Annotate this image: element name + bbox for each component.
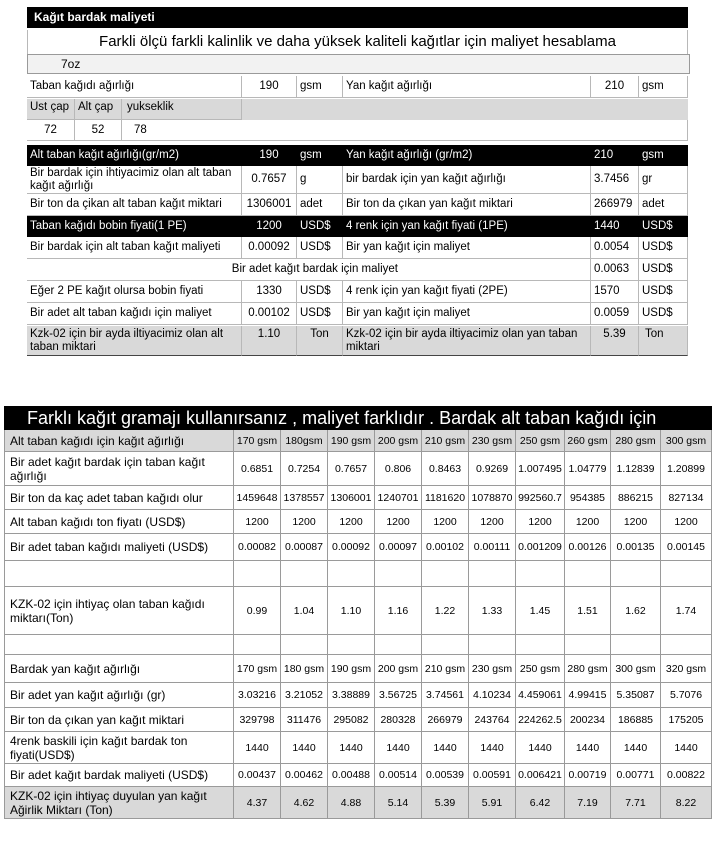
row-value: [234, 635, 281, 655]
row-value: 200234: [565, 708, 611, 732]
cost-2pe-row-u2-cell: USD$: [639, 303, 688, 325]
monthly-base-label: Kzk-02 için bir ayda iltiyacimiz olan alt taban miktari: [27, 326, 242, 356]
row-value: 1200: [661, 510, 712, 534]
comparison-row: [5, 534, 712, 561]
row-value: 280 gsm: [611, 430, 661, 452]
row-label: 4renk baskili için kağıt bardak ton fiyati(USD$): [5, 732, 234, 764]
row-value: 280328: [375, 708, 422, 732]
row-value: [375, 561, 422, 587]
row-value: 0.00822: [661, 764, 712, 787]
unit-cost-value: 0.0063: [591, 259, 639, 281]
row-value: [565, 561, 611, 587]
row-value: 295082: [328, 708, 375, 732]
row-value: 1440: [611, 732, 661, 764]
row-value: 0.00126: [565, 534, 611, 561]
cost-2pe-row-v2-cell: 1570: [591, 281, 639, 303]
row-value: 1.20899: [661, 452, 712, 486]
row-value: [281, 635, 328, 655]
cost-row-v2-cell: 266979: [591, 194, 639, 216]
unit-cost-unit: USD$: [639, 259, 688, 281]
row-value: 300 gsm: [611, 655, 661, 683]
cost-row-v2-cell: 1440: [591, 216, 639, 237]
row-label: Bir ton da çıkan yan kağıt miktari: [5, 708, 234, 732]
row-value: 0.00145: [661, 534, 712, 561]
row-value: 1378557: [281, 486, 328, 510]
row-value: 1200: [234, 510, 281, 534]
row-value: 0.7254: [281, 452, 328, 486]
row-value: 886215: [611, 486, 661, 510]
row-value: 1.04: [281, 587, 328, 635]
row-value: 1.10: [328, 587, 375, 635]
row-label: Bir adet yan kağıt ağırlığı (gr): [5, 683, 234, 708]
row-value: 210 gsm: [422, 655, 469, 683]
row-value: 1459648: [234, 486, 281, 510]
row-value: 3.74561: [422, 683, 469, 708]
comparison-row: [5, 764, 712, 787]
row-value: [375, 635, 422, 655]
row-label: Bir adet taban kağıdı maliyeti (USD$): [5, 534, 234, 561]
comparison-row: [5, 561, 712, 587]
row-value: 1440: [516, 732, 565, 764]
row-value: 311476: [281, 708, 328, 732]
row-value: 1440: [422, 732, 469, 764]
monthly-side-label: Kzk-02 için bir ayda iltiyacimiz olan yan taban miktari: [343, 326, 591, 356]
row-value: 250 gsm: [516, 655, 565, 683]
row-value: 320 gsm: [661, 655, 712, 683]
cost-row-l1-cell: Bir bardak için alt taban kağıt maliyeti: [27, 237, 242, 259]
cost-2pe-row-u2-cell: USD$: [639, 281, 688, 303]
row-label: [5, 561, 234, 587]
row-value: 1.16: [375, 587, 422, 635]
cost-row-l2-cell: bir bardak için yan kağıt ağırlığı: [343, 166, 591, 194]
row-value: 1200: [565, 510, 611, 534]
row-value: 280 gsm: [565, 655, 611, 683]
sheet-subtitle: Farkli ölçü farkli kalinlik ve daha yüksek kaliteli kağıtlar için maliyet hesablama: [27, 30, 688, 54]
row-value: 3.56725: [375, 683, 422, 708]
monthly-side-unit: Ton: [639, 326, 688, 356]
row-value: [328, 635, 375, 655]
monthly-base-unit: Ton: [297, 326, 343, 356]
cost-row-l2-cell: Bir yan kağıt için maliyet: [343, 237, 591, 259]
row-value: 1200: [328, 510, 375, 534]
comparison-row: [5, 683, 712, 708]
base-weight-unit: gsm: [297, 76, 343, 98]
row-value: 7.19: [565, 787, 611, 819]
row-label: Bir adet kağıt bardak maliyeti (USD$): [5, 764, 234, 787]
row-value: [611, 561, 661, 587]
row-value: 1.33: [469, 587, 516, 635]
top-diameter-label: Ust çap: [27, 99, 75, 120]
height-value: 78: [122, 120, 688, 141]
comparison-row: [5, 732, 712, 764]
row-value: 4.37: [234, 787, 281, 819]
row-value: 190 gsm: [328, 430, 375, 452]
row-value: 329798: [234, 708, 281, 732]
row-value: 1.007495: [516, 452, 565, 486]
row-value: 266979: [422, 708, 469, 732]
row-value: 5.91: [469, 787, 516, 819]
height-label: yukseklik: [122, 99, 242, 120]
row-value: 1200: [469, 510, 516, 534]
row-value: 1200: [611, 510, 661, 534]
base-weight-value: 190: [242, 76, 297, 98]
cost-row-v1-cell: 1306001: [242, 194, 297, 216]
row-value: 180gsm: [281, 430, 328, 452]
side-weight-value: 210: [591, 76, 639, 98]
gsm-comparison-table: [4, 406, 712, 819]
row-value: 210 gsm: [422, 430, 469, 452]
row-value: [661, 561, 712, 587]
row-value: 4.99415: [565, 683, 611, 708]
cost-2pe-row-l2-cell: Bir yan kağıt için maliyet: [343, 303, 591, 325]
cup-size: 7oz: [27, 54, 690, 74]
row-value: 0.9269: [469, 452, 516, 486]
row-label: Bir ton da kaç adet taban kağıdı olur: [5, 486, 234, 510]
row-value: 8.22: [661, 787, 712, 819]
row-value: 1200: [422, 510, 469, 534]
row-value: 0.00097: [375, 534, 422, 561]
comparison-row: [5, 430, 712, 452]
row-value: 4.62: [281, 787, 328, 819]
row-value: 186885: [611, 708, 661, 732]
row-value: 0.00135: [611, 534, 661, 561]
row-value: 0.00514: [375, 764, 422, 787]
row-value: 954385: [565, 486, 611, 510]
row-value: 0.00488: [328, 764, 375, 787]
cost-row-u1-cell: gsm: [297, 145, 343, 166]
comparison-row: [5, 708, 712, 732]
unit-cost-label: Bir adet kağıt bardak için maliyet: [27, 259, 591, 281]
row-label: Alt taban kağıdı için kağıt ağırlığı: [5, 430, 234, 452]
row-value: 243764: [469, 708, 516, 732]
row-label: [5, 635, 234, 655]
cost-row-v1-cell: 0.7657: [242, 166, 297, 194]
row-value: 5.7076: [661, 683, 712, 708]
row-value: [422, 561, 469, 587]
row-value: 175205: [661, 708, 712, 732]
row-value: [328, 561, 375, 587]
cost-row-l2-cell: Yan kağıt ağırlığı (gr/m2): [343, 145, 591, 166]
row-value: 1.51: [565, 587, 611, 635]
row-value: 170 gsm: [234, 430, 281, 452]
side-weight-label: Yan kağıt ağırlığı: [343, 76, 591, 98]
cost-row-l2-cell: Bir ton da çıkan yan kağıt miktari: [343, 194, 591, 216]
row-label: Bardak yan kağıt ağırlığı: [5, 655, 234, 683]
row-value: 200 gsm: [375, 655, 422, 683]
row-value: 1.22: [422, 587, 469, 635]
row-value: 250 gsm: [516, 430, 565, 452]
row-value: 5.14: [375, 787, 422, 819]
comparison-row: [5, 787, 712, 819]
row-value: 0.00087: [281, 534, 328, 561]
cost-row-v2-cell: 0.0054: [591, 237, 639, 259]
cost-row-u1-cell: adet: [297, 194, 343, 216]
row-value: 200 gsm: [375, 430, 422, 452]
row-value: [469, 561, 516, 587]
row-value: 4.459061: [516, 683, 565, 708]
row-value: 1.62: [611, 587, 661, 635]
row-value: [422, 635, 469, 655]
row-value: 0.00082: [234, 534, 281, 561]
cost-row-l1-cell: Taban kağıdı bobin fiyati(1 PE): [27, 216, 242, 237]
cost-2pe-row-v1-cell: 0.00102: [242, 303, 297, 325]
row-value: 0.6851: [234, 452, 281, 486]
row-value: 0.7657: [328, 452, 375, 486]
row-value: 6.42: [516, 787, 565, 819]
row-value: 0.00462: [281, 764, 328, 787]
row-value: 7.71: [611, 787, 661, 819]
bottom-diameter-label: Alt çap: [75, 99, 122, 120]
comparison-row: [5, 510, 712, 534]
cost-row-u1-cell: USD$: [297, 237, 343, 259]
row-value: 0.8463: [422, 452, 469, 486]
row-value: 1200: [281, 510, 328, 534]
row-value: [661, 635, 712, 655]
row-value: 4.88: [328, 787, 375, 819]
base-weight-label: Taban kağıdı ağırlığı: [27, 76, 242, 98]
cost-row-l1-cell: Bir bardak için ihtiyacimiz olan alt taban kağıt ağırlığı: [27, 166, 242, 194]
row-value: 1.45: [516, 587, 565, 635]
row-label: Bir adet kağıt bardak için taban kağıt ağırlığı: [5, 452, 234, 486]
row-value: 1240701: [375, 486, 422, 510]
cost-row-l2-cell: 4 renk için yan kağıt fiyati (1PE): [343, 216, 591, 237]
row-value: 1078870: [469, 486, 516, 510]
row-value: 0.00591: [469, 764, 516, 787]
sheet-title: Kağıt bardak maliyeti: [27, 7, 688, 28]
cost-row-u2-cell: USD$: [639, 216, 688, 237]
cost-row-v1-cell: 1200: [242, 216, 297, 237]
row-value: 0.00719: [565, 764, 611, 787]
top-diameter-value: 72: [27, 120, 75, 141]
row-value: 190 gsm: [328, 655, 375, 683]
row-value: 0.00539: [422, 764, 469, 787]
row-value: 0.00111: [469, 534, 516, 561]
cost-2pe-row-u1-cell: USD$: [297, 303, 343, 325]
comparison-row: [5, 486, 712, 510]
row-value: [516, 561, 565, 587]
cost-2pe-row-u1-cell: USD$: [297, 281, 343, 303]
row-value: 1440: [661, 732, 712, 764]
row-value: 1200: [516, 510, 565, 534]
cost-row-u2-cell: gsm: [639, 145, 688, 166]
row-label: KZK-02 için ihtiyaç duyulan yan kağıt Ağirlik Miktarı (Ton): [5, 787, 234, 819]
row-value: [469, 635, 516, 655]
comparison-row: [5, 452, 712, 486]
row-value: 1306001: [328, 486, 375, 510]
row-value: 230 gsm: [469, 430, 516, 452]
row-value: 224262.5: [516, 708, 565, 732]
cost-row-v1-cell: 190: [242, 145, 297, 166]
comparison-row: [5, 655, 712, 683]
row-value: 0.001209: [516, 534, 565, 561]
row-value: 0.806: [375, 452, 422, 486]
row-value: 1440: [281, 732, 328, 764]
row-value: [281, 561, 328, 587]
cost-row-u2-cell: adet: [639, 194, 688, 216]
cost-row-v1-cell: 0.00092: [242, 237, 297, 259]
cost-row-l1-cell: Bir ton da çikan alt taban kağıt miktari: [27, 194, 242, 216]
row-value: 0.00092: [328, 534, 375, 561]
comparison-row: [5, 587, 712, 635]
cost-2pe-row-l2-cell: 4 renk için yan kağıt fiyati (2PE): [343, 281, 591, 303]
row-value: 1.74: [661, 587, 712, 635]
monthly-base-value: 1.10: [242, 326, 297, 356]
row-value: 0.00771: [611, 764, 661, 787]
row-value: 3.03216: [234, 683, 281, 708]
row-value: 1200: [375, 510, 422, 534]
cost-row-u1-cell: USD$: [297, 216, 343, 237]
row-value: 5.35087: [611, 683, 661, 708]
comparison-row: [5, 635, 712, 655]
cost-row-v2-cell: 3.7456: [591, 166, 639, 194]
row-value: 1181620: [422, 486, 469, 510]
row-value: 260 gsm: [565, 430, 611, 452]
monthly-side-value: 5.39: [591, 326, 639, 356]
cost-2pe-row-v2-cell: 0.0059: [591, 303, 639, 325]
cost-2pe-row-l1-cell: Bir adet alt taban kağıdı için maliyet: [27, 303, 242, 325]
row-value: 1440: [234, 732, 281, 764]
row-value: 180 gsm: [281, 655, 328, 683]
row-value: [234, 561, 281, 587]
row-value: 300 gsm: [661, 430, 712, 452]
cost-row-l1-cell: Alt taban kağıt ağırlığı(gr/m2): [27, 145, 242, 166]
row-value: 5.39: [422, 787, 469, 819]
row-value: 0.006421: [516, 764, 565, 787]
row-value: 992560.7: [516, 486, 565, 510]
row-value: 1.12839: [611, 452, 661, 486]
row-value: [565, 635, 611, 655]
row-value: 1440: [328, 732, 375, 764]
row-value: 230 gsm: [469, 655, 516, 683]
row-value: 170 gsm: [234, 655, 281, 683]
row-value: 1440: [469, 732, 516, 764]
cost-row-v2-cell: 210: [591, 145, 639, 166]
side-weight-unit: gsm: [639, 76, 688, 98]
row-value: 1440: [565, 732, 611, 764]
row-label: KZK-02 için ihtiyaç olan taban kağıdı miktarı(Ton): [5, 587, 234, 635]
row-label: Alt taban kağıdı ton fiyatı (USD$): [5, 510, 234, 534]
cost-2pe-row-v1-cell: 1330: [242, 281, 297, 303]
row-value: 3.38889: [328, 683, 375, 708]
cost-row-u2-cell: USD$: [639, 237, 688, 259]
row-value: 4.10234: [469, 683, 516, 708]
row-value: 0.99: [234, 587, 281, 635]
comparison-title: Farklı kağıt gramajı kullanırsanız , maliyet farklıdır . Bardak alt taban kağıdı için: [5, 407, 712, 430]
cost-row-u1-cell: g: [297, 166, 343, 194]
bottom-diameter-value: 52: [75, 120, 122, 141]
row-value: 1.04779: [565, 452, 611, 486]
row-value: 827134: [661, 486, 712, 510]
cost-row-u2-cell: gr: [639, 166, 688, 194]
row-value: 0.00437: [234, 764, 281, 787]
cost-2pe-row-l1-cell: Eğer 2 PE kağıt olursa bobin fiyati: [27, 281, 242, 303]
row-value: [611, 635, 661, 655]
row-value: [516, 635, 565, 655]
row-value: 0.00102: [422, 534, 469, 561]
row-value: 1440: [375, 732, 422, 764]
row-value: 3.21052: [281, 683, 328, 708]
